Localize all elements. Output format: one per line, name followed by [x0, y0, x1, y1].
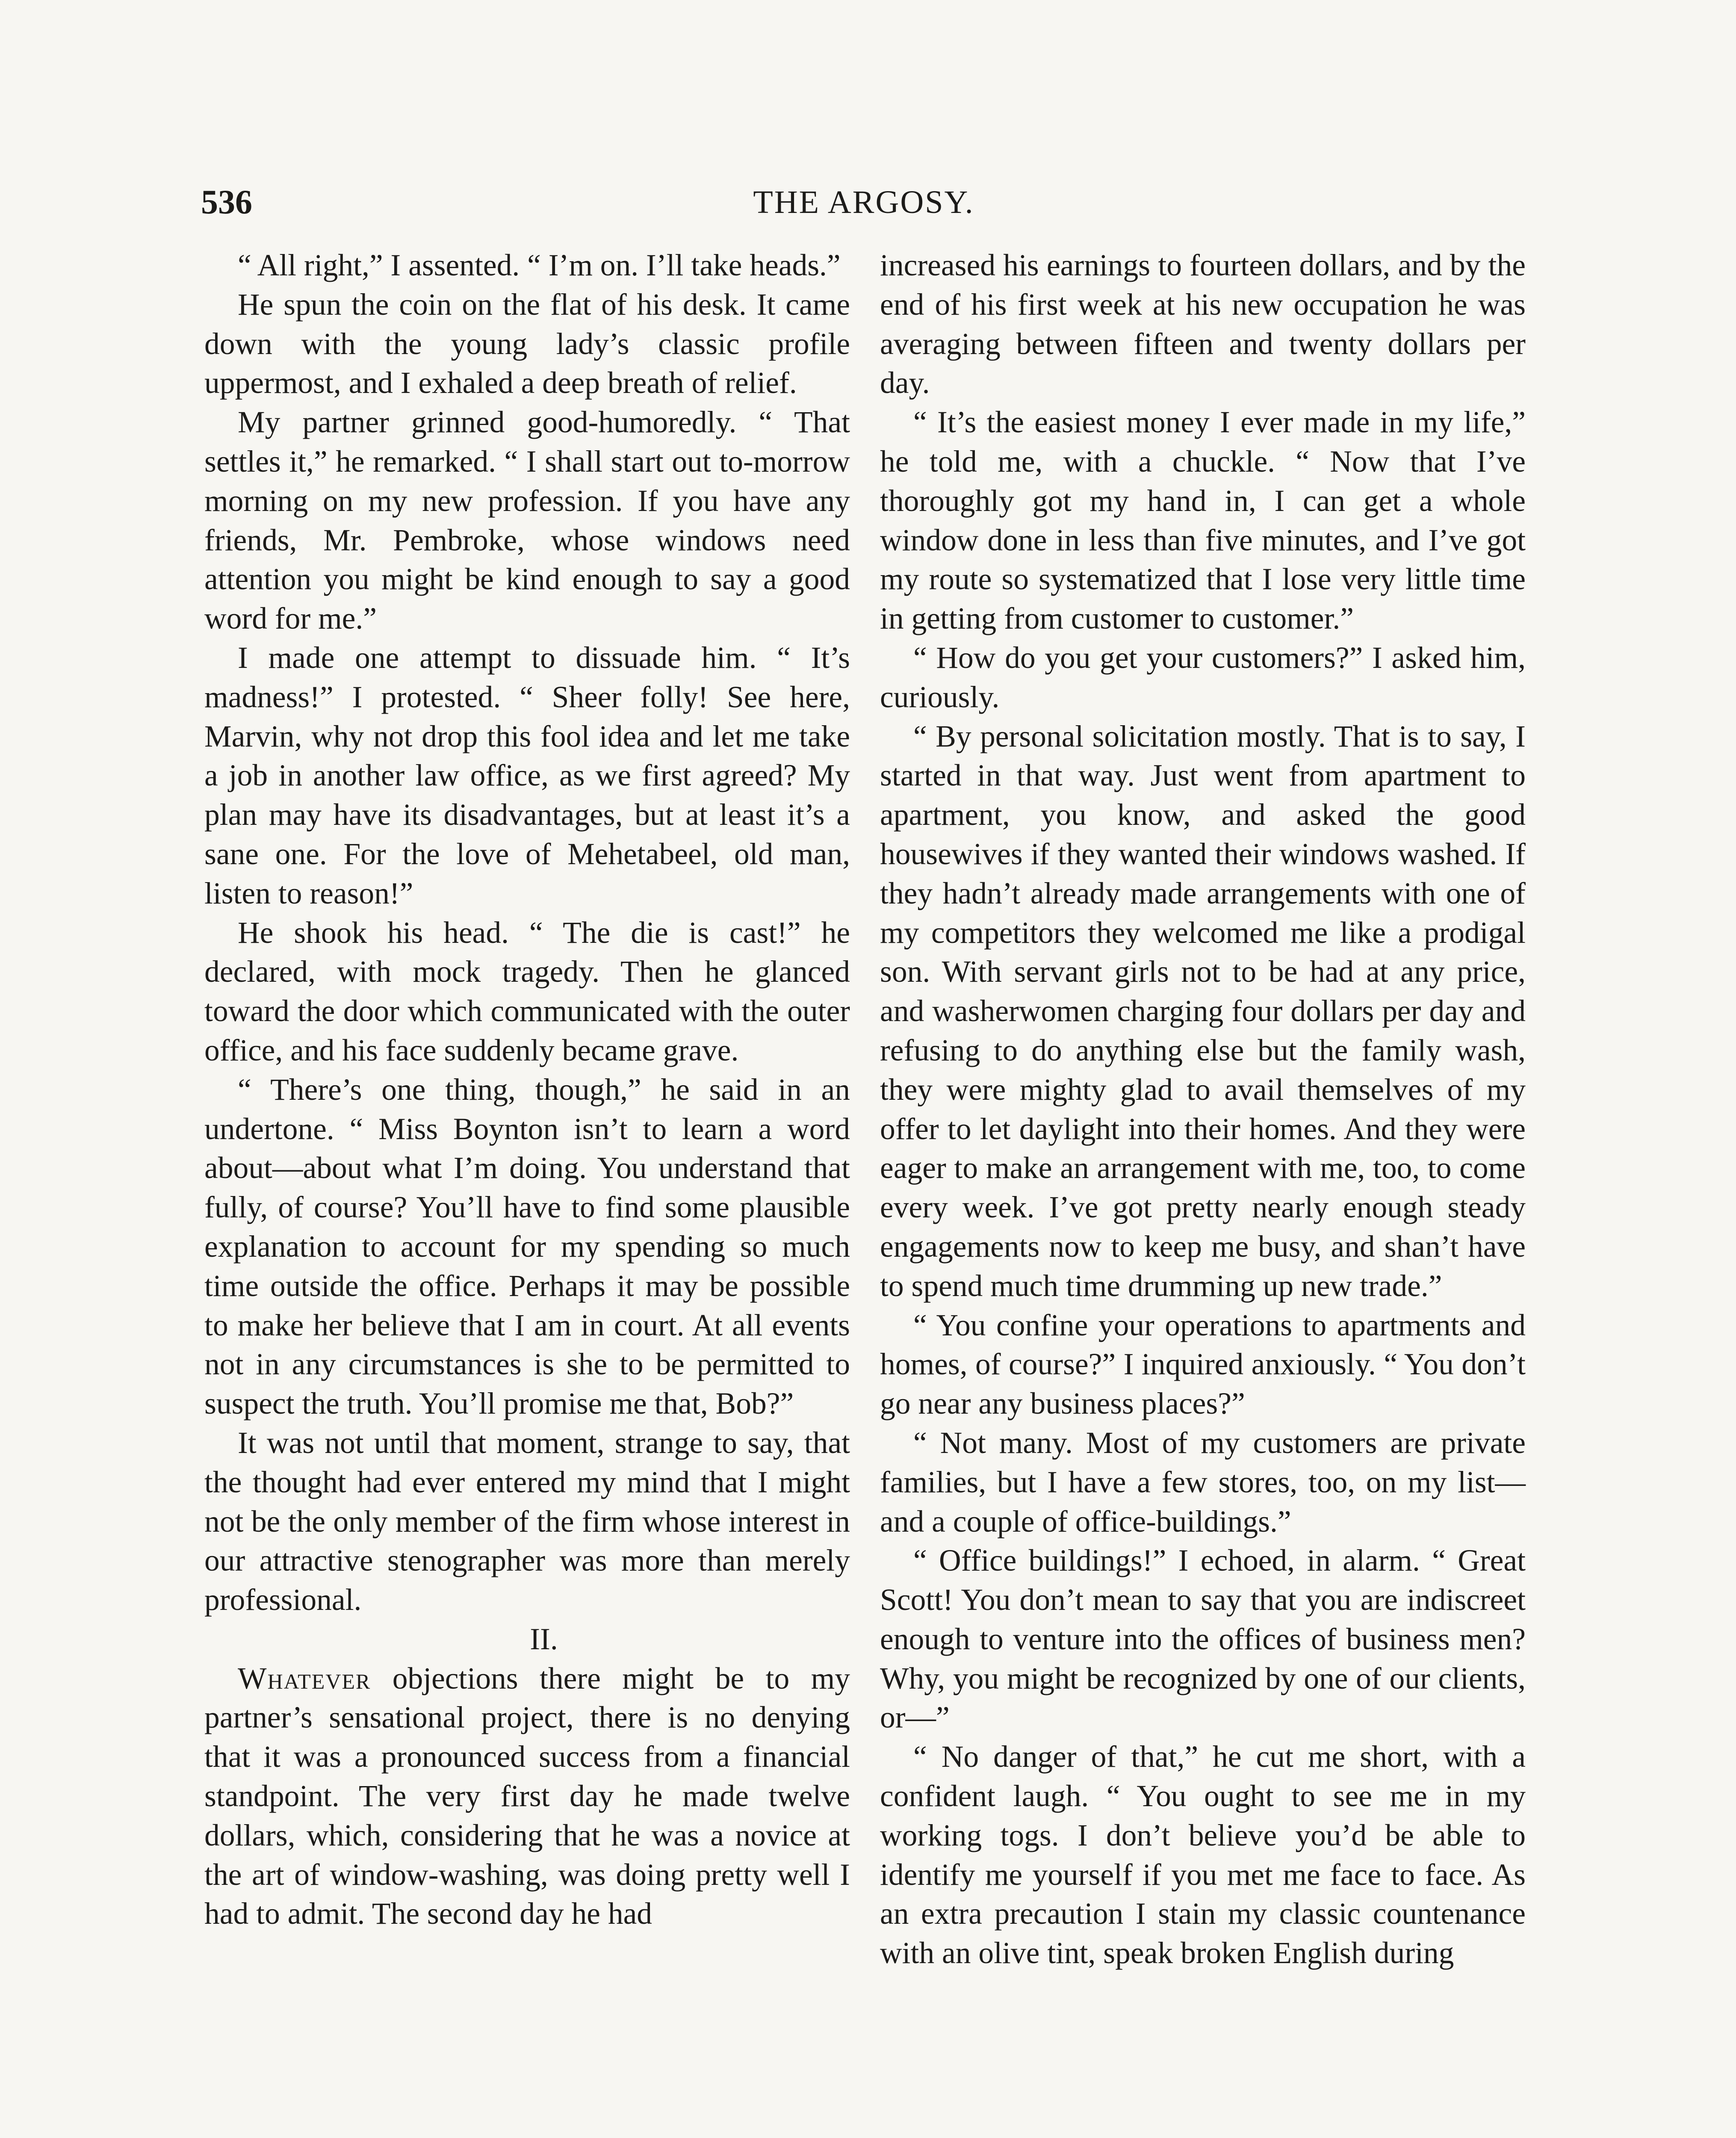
paragraph: He shook his head. “ The die is cast!” he declared, with mock tragedy. Then he glanced toward the door which communicated with the outer office, and his face suddenly became grave. [204, 915, 850, 1067]
paragraph: “ How do you get your customers?” I asked him, curiously. [880, 641, 1526, 714]
paragraph: “ Not many. Most of my customers are private families, but I have a few stores, too, on my list—and a couple of office-buildings.” [880, 1426, 1526, 1539]
section-heading: II. [530, 1622, 558, 1656]
page-number: 536 [201, 183, 252, 221]
section-lead-word: Whatever [238, 1661, 371, 1695]
paragraph: “ By personal solicitation mostly. That is to say, I started in that way. Just went from apartment to apartment, you know, and asked the good housewives if they wanted their windows washed. If they hadn’t already made arrangements with one of my competitors they welcomed me like a prodigal son. With servant girls not to be had at any price, and washerwomen charging four dollars per day and refusing to do anything else but the family wash, they were mighty glad to avail themselves of my offer to let daylight into their homes. And they were eager to make an arrangement with me, too, to come every week. I’ve got pretty nearly enough steady engagements now to keep me busy, and shan’t have to spend much time drumming up new trade.” [880, 719, 1526, 1303]
paragraph: “ No danger of that,” he cut me short, with a confident laugh. “ You ought to see me in my working togs. I don’t believe you’d be able to identify me yourself if you met me face to face. As an extra precaution I stain my classic countenance with an olive tint, speak broken English during [880, 1740, 1526, 1970]
paragraph: It was not until that moment, strange to say, that the thought had ever entered my mind that I might not be the only member of the firm whose interest in our attractive stenographer was more than merely professional. [204, 1426, 850, 1617]
continued-paragraph: increased his earnings to fourteen dollars, and by the end of his first week at his new occupation he was averaging between fifteen and twenty dollars per day. [880, 248, 1526, 400]
paragraph: “ All right,” I assented. “ I’m on. I’ll take heads.” [238, 248, 841, 282]
section-paragraph-text: objections there might be to my partner’s sensational project, there is no denying that it was a pronounced success from a financial standpoint. The very first day he made twelve dollars, which, considering that he was a novice at the art of window-washing, was doing pretty well I had to admit. The second day he had [204, 1661, 850, 1931]
right-column [880, 246, 1526, 1973]
page-header [201, 179, 1526, 226]
paragraph: My partner grinned good-humoredly. “ That settles it,” he remarked. “ I shall start out to-morrow morning on my new profession. If you have any friends, Mr. Pembroke, whose windows need attention you might be kind enough to say a good word for me.” [204, 405, 850, 636]
paragraph: “ There’s one thing, though,” he said in an undertone. “ Miss Boynton isn’t to learn a word about—about what I’m doing. You understand that fully, of course? You’ll have to find some plausible explanation to account for my spending so much time outside the office. Perhaps it may be possible to make her believe that I am in court. At all events not in any circumstances is she to be permitted to suspect the truth. You’ll promise me that, Bob?” [204, 1072, 850, 1421]
paragraph: “ It’s the easiest money I ever made in my life,” he told me, with a chuckle. “ Now that I’ve thoroughly got my hand in, I can get a whole window done in less than five minutes, and I’ve got my route so systematized that I lose very little time in getting from customer to customer.” [880, 405, 1526, 636]
left-column [204, 246, 850, 1934]
paragraph: I made one attempt to dissuade him. “ It’s madness!” I protested. “ Sheer folly! See here, Marvin, why not drop this fool idea and let me take a job in another law office, as we first agreed? My plan may have its disadvantages, but at least it’s a sane one. For the love of Mehetabeel, old man, listen to reason!” [204, 641, 850, 910]
paragraph [204, 1659, 850, 1934]
paragraph: “ You confine your operations to apartments and homes, of course?” I inquired anxiously. “ You don’t go near any business places?” [880, 1308, 1526, 1421]
paragraph: He spun the coin on the flat of his desk. It came down with the young lady’s classic profile uppermost, and I exhaled a deep breath of relief. [204, 287, 850, 400]
running-title: THE ARGOSY. [753, 184, 974, 220]
paragraph: “ Office buildings!” I echoed, in alarm. “ Great Scott! You don’t mean to say that you are indiscreet enough to venture into the offices of business men? Why, you might be recognized by one of our clients, or—” [880, 1544, 1526, 1735]
